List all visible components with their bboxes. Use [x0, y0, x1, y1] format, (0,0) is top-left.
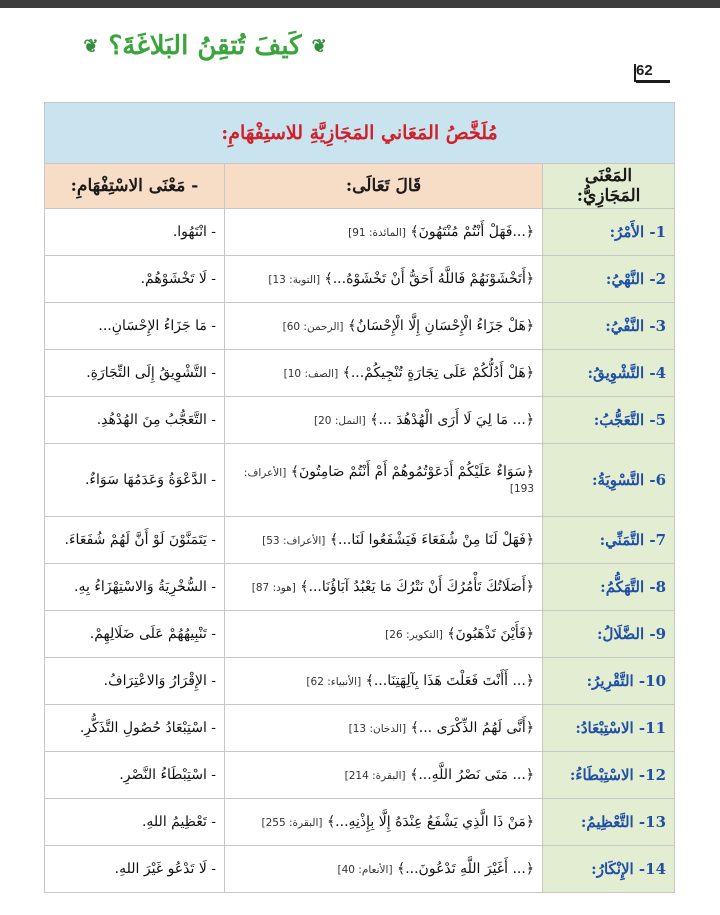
- row-verse-cell: [225, 303, 543, 350]
- row-question-meaning: - لَا تَدْعُو غَيْرَ اللهِ.: [45, 846, 225, 893]
- row-verse-cell: [225, 846, 543, 893]
- row-question-meaning: - التَّعَجُّبُ مِنَ الهُدْهُدِ.: [45, 397, 225, 444]
- row-question-meaning: - لَا تَخْشَوْهُمْ.: [45, 256, 225, 303]
- row-verse-reference: [التوبة: 13]: [268, 274, 321, 286]
- row-verse: ﴿...فَهَلْ أَنْتُمْ مُنْتَهُونَ﴾: [410, 224, 535, 240]
- row-figurative-meaning: 10- التَّقْرِيرُ:: [543, 658, 675, 705]
- row-figurative-meaning: 1- الأَمْرُ:: [543, 209, 675, 256]
- row-verse-cell: [225, 256, 543, 303]
- row-verse-reference: [التكوير: 26]: [385, 629, 443, 641]
- row-verse: ﴿... أَأَنْتَ فَعَلْتَ هَذَا بِآلِهَتِنَا...﴾: [365, 673, 535, 689]
- table-row: [45, 799, 675, 846]
- row-figurative-meaning: 4- التَّشْوِيقُ:: [543, 350, 675, 397]
- table-row: [45, 209, 675, 256]
- row-question-meaning: - الدَّعْوَةُ وَعَدَمُهَا سَوَاءٌ.: [45, 444, 225, 517]
- row-verse: ﴿... أَغَيْرَ اللَّهِ تَدْعُونَ...﴾: [397, 861, 535, 877]
- row-verse: ﴿هَلْ أَدُلُّكُمْ عَلَى تِجَارَةٍ تُنْجِيكُمْ...﴾: [342, 365, 535, 381]
- row-figurative-meaning: 6- التَّسْوِيَةُ:: [543, 444, 675, 517]
- book-title: [70, 24, 340, 68]
- row-question-meaning: - يَتَمَنَّوْنَ لَوْ أَنَّ لَهُمْ شُفَعَاءَ.: [45, 517, 225, 564]
- row-question-meaning: - السُّخْرِيَةُ وَالاسْتِهْزَاءُ بِهِ.: [45, 564, 225, 611]
- table-row: [45, 256, 675, 303]
- row-figurative-meaning: 5- التَّعَجُّبُ:: [543, 397, 675, 444]
- row-verse-cell: [225, 517, 543, 564]
- table-title-row: [45, 103, 675, 164]
- row-verse-cell: [225, 209, 543, 256]
- book-title-text: كَيفَ تُتقِنُ البَلاغَةَ؟: [108, 31, 302, 61]
- table-row: [45, 397, 675, 444]
- row-verse-reference: [هود: 87]: [251, 582, 296, 594]
- table-row: [45, 658, 675, 705]
- row-question-meaning: - اسْتِبْطَاءُ النَّصْرِ.: [45, 752, 225, 799]
- table-row: [45, 517, 675, 564]
- page-number-underline: [636, 80, 670, 83]
- row-question-meaning: - التَّشْوِيقُ إِلَى التِّجَارَةِ.: [45, 350, 225, 397]
- row-verse: ﴿فَهَلْ لَنَا مِنْ شُفَعَاءَ فَيَشْفَعُوا لَنَا...﴾: [329, 532, 535, 548]
- ornament-icon: ❦: [83, 35, 99, 57]
- table-row: [45, 705, 675, 752]
- row-verse: ﴿أَتَخْشَوْنَهُمْ فَاللَّهُ أَحَقُّ أَنْ تَخْشَوْهُ...﴾: [324, 271, 535, 287]
- row-verse-reference: [البقرة: 255]: [261, 817, 323, 829]
- row-verse: ﴿... مَتَى نَصْرُ اللَّهِ...﴾: [410, 767, 535, 783]
- row-figurative-meaning: 14- الإِنْكَارُ:: [543, 846, 675, 893]
- column-header-verse: قَالَ تَعَالَى:: [225, 164, 543, 209]
- row-verse: ﴿فَأَيْنَ تَذْهَبُونَ﴾: [447, 626, 535, 642]
- row-figurative-meaning: 12- الاسْتِبْطَاءُ:: [543, 752, 675, 799]
- row-question-meaning: - تَنْبِيهُهُمْ عَلَى ضَلَالِهِمْ.: [45, 611, 225, 658]
- row-verse: ﴿أَنَّى لَهُمُ الذِّكْرَى ...﴾: [410, 720, 535, 736]
- table-row: [45, 846, 675, 893]
- row-verse: ﴿سَوَاءٌ عَلَيْكُمْ أَدَعَوْتُمُوهُمْ أَمْ أَنْتُمْ صَامِتُونَ﴾: [290, 464, 535, 480]
- table-title: مُلَخَّصُ المَعَاني المَجَازِيَّةِ للاستِفْهَامِ:: [45, 103, 675, 164]
- row-figurative-meaning: 7- التَّمَنِّي:: [543, 517, 675, 564]
- row-verse-reference: [الأعراف: 53]: [262, 535, 326, 547]
- row-verse-cell: [225, 397, 543, 444]
- row-figurative-meaning: 9- الضَّلَالُ:: [543, 611, 675, 658]
- row-verse-reference: [الرحمن: 60]: [282, 321, 344, 333]
- column-header-question-meaning: - مَعْنَى الاسْتِفْهَامِ:: [45, 164, 225, 209]
- row-figurative-meaning: 8- التَّهَكُّمُ:: [543, 564, 675, 611]
- row-verse: ﴿هَلْ جَزَاءُ الْإِحْسَانِ إِلَّا الْإِحْسَانُ﴾: [347, 318, 535, 334]
- table-header-row: [45, 164, 675, 209]
- table-row: [45, 444, 675, 517]
- row-figurative-meaning: 2- النَّهْيُ:: [543, 256, 675, 303]
- row-verse-cell: [225, 444, 543, 517]
- row-question-meaning: - اسْتِبْعَادُ حُصُولِ التَّذَكُّرِ.: [45, 705, 225, 752]
- row-verse-reference: [النمل: 20]: [314, 415, 366, 427]
- top-bar: [0, 0, 720, 8]
- row-verse-reference: [الدخان: 13]: [348, 723, 407, 735]
- row-verse-cell: [225, 799, 543, 846]
- row-verse-reference: [الأنبياء: 62]: [306, 676, 362, 688]
- ornament-icon: ❦: [311, 35, 327, 57]
- summary-table: [44, 102, 675, 893]
- row-verse-cell: [225, 658, 543, 705]
- column-header-figurative-meaning: المَعْنَى المَجَازِيُّ:: [543, 164, 675, 209]
- row-question-meaning: - الإِقْرَارُ وَالاعْتِرَافُ.: [45, 658, 225, 705]
- row-question-meaning: - انْتَهُوا.: [45, 209, 225, 256]
- row-verse: ﴿أَصَلَاتُكَ تَأْمُرُكَ أَنْ نَتْرُكَ مَا يَعْبُدُ آبَاؤُنَا...﴾: [300, 579, 535, 595]
- row-verse-cell: [225, 752, 543, 799]
- row-verse-cell: [225, 611, 543, 658]
- row-verse-cell: [225, 350, 543, 397]
- row-verse-cell: [225, 564, 543, 611]
- row-verse-reference: [الأعراف: 193]: [243, 467, 535, 495]
- page-number: 62: [636, 62, 653, 79]
- table-row: [45, 303, 675, 350]
- row-verse-reference: [المائدة: 91]: [348, 227, 406, 239]
- row-question-meaning: - تَعْظِيمُ اللهِ.: [45, 799, 225, 846]
- table-body: [45, 209, 675, 893]
- row-figurative-meaning: 13- التَّعْظِيمُ:: [543, 799, 675, 846]
- row-verse: ﴿مَنْ ذَا الَّذِي يَشْفَعُ عِنْدَهُ إِلَّا بِإِذْنِهِ...﴾: [326, 814, 535, 830]
- row-verse-reference: [الأنعام: 40]: [337, 864, 393, 876]
- row-figurative-meaning: 11- الاسْتِبْعَادُ:: [543, 705, 675, 752]
- row-verse-cell: [225, 705, 543, 752]
- row-verse-reference: [الصف: 10]: [283, 368, 339, 380]
- table-row: [45, 611, 675, 658]
- row-question-meaning: - مَا جَزَاءُ الإِحْسَانِ...: [45, 303, 225, 350]
- table-row: [45, 752, 675, 799]
- table-row: [45, 350, 675, 397]
- table-row: [45, 564, 675, 611]
- row-verse: ﴿... مَا لِيَ لَا أَرَى الْهُدْهُدَ ...﴾: [370, 412, 535, 428]
- row-figurative-meaning: 3- النَّفْيُ:: [543, 303, 675, 350]
- row-verse-reference: [البقرة: 214]: [344, 770, 406, 782]
